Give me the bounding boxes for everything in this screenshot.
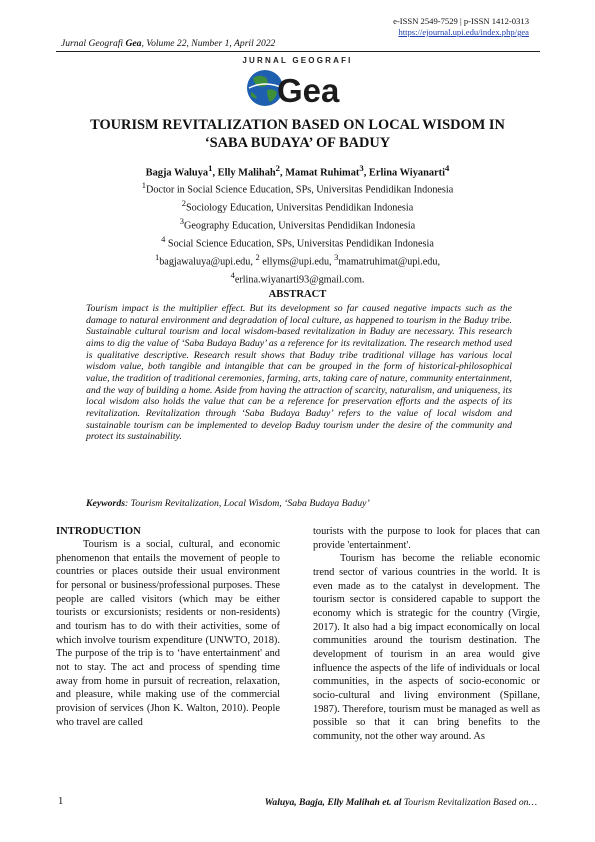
body-paragraph-continued: tourists with the purpose to look for places that can provide 'entertainment'. [313,526,540,551]
left-column [56,525,280,729]
affiliation-superscript: 1 [141,180,146,190]
email-line [40,269,555,287]
affiliation-superscript: 3 [179,215,185,226]
affiliation-line [40,197,555,215]
author-name: Elly Malihah [217,167,276,179]
section-heading: INTRODUCTION [56,526,141,537]
email-superscript: 3 [334,251,339,262]
keywords-text: : Tourism Revitalization, Local Wisdom, ‘Saba Budaya Baduy’ [125,498,370,509]
author-name: Mamat Ruhimat [285,167,360,179]
abstract-heading: ABSTRACT [268,289,327,300]
author-superscript: 3 [359,163,364,173]
affiliation-text: Social Science Education, SPs, Universitas Pendidikan Indonesia [165,238,434,250]
author-separator: , [363,167,369,179]
title-line-1: TOURISM REVITALIZATION BASED ON LOCAL WISDOM IN [90,117,505,133]
keywords-line [86,498,512,509]
title-line-2: ‘SABA BUDAYA’ OF BADUY [204,135,391,151]
affiliation-line [40,215,555,233]
email-superscript: 4 [230,269,235,280]
running-footer [265,797,537,808]
header-divider [56,51,540,52]
affiliation-superscript: 4 [161,233,166,244]
author-separator: , [280,167,286,179]
affiliation-superscript: 2 [181,197,187,208]
affiliation-text: Sociology Education, Universitas Pendidikan Indonesia [186,202,414,214]
author-name: Bagja Waluya [145,167,209,179]
email-address: erlina.wiyanarti93@gmail.com. [234,274,365,286]
email-address: bagjawaluya@upi.edu, [159,256,256,268]
body-paragraph: Tourism has become the reliable economic trend sector of various countries in the world. It is even made as to the catalyst in development. The tourism sector is considered capable to support the economy which is strategic for the country (Virgie, 2017). It also had a big impact economically on local communities around the tourism destination. The development of tourism in an area would give influence the aspects of the life of individuals or local communities, in the aspects of socio-economic or socio-cultural and living environment (Spillane, 1987). Therefore, tourism must be managed as well as possible so that it can bring benefits to the community, not the other way around. As [313,553,540,742]
journal-prefix: Jurnal Geografi [61,38,126,49]
email-superscript: 1 [154,251,160,262]
author-superscript: 2 [275,163,280,173]
author-list [40,163,555,178]
right-column [313,525,540,744]
logo-word: Gea [277,72,340,108]
journal-citation-line [61,38,275,49]
footer-title: Tourism Revitalization Based on… [401,797,537,808]
author-name: Erlina Wiyanarti [368,167,446,179]
email-line [40,251,555,269]
journal-logo [237,56,358,109]
issn-block [393,16,529,38]
affiliation-text: Geography Education, Universitas Pendidikan Indonesia [184,220,416,232]
body-paragraph: Tourism is a social, cultural, and economic phenomenon that entails the movement of people to countries or places outside their usual environment for personal or business/professional purposes. These people are called visitors (which may be either tourists or excursionists; residents or non-residents) and tourism has to do with their activities, some of which involve tourism expenditure (UNWTO, 2018). The purpose of the trip is to ‘have entertainment' and not to stay. The act and process of spending time away from home in pursuit of recreation, relaxation, and pleasure, while making use of the commercial provision of services (Jhon K. Walton, 2010). People who travel are called [56,539,280,728]
affiliations-block [40,179,555,287]
journal-name: Gea [125,38,142,49]
author-separator: , [212,167,218,179]
author-superscript: 4 [445,163,450,173]
footer-authors: Waluya, Bagja, Elly Malihah et. al [264,797,402,808]
author-superscript: 1 [208,163,213,173]
email-superscript: 2 [255,251,260,262]
journal-url-link[interactable]: https://ejournal.upi.edu/index.php/gea [398,27,529,37]
abstract-body: Tourism impact is the multiplier effect. But its development so far caused negative impacts such as the damage to natural environment and degradation of local culture, as happened to tourism in the Baduy tribe. Sustainable cultural tourism and local wisdom-based revitalization in Baduy are necessary. This research aims to dig the value of ‘Saba Budaya Baduy’ as a reference for its revitalization. The research method used is qualitative descriptive. Research result shows that Baduy tribe traditional village has various local wisdom value, both tangible and intangible that can be grouped in the form of historical-philosophical value, the tradition of traditional ceremonies, farming, arts, taking care of nature, community entertainment, and the way of building a home. Aside from having the attraction of scarcity, naturalism, and uniqueness, its local wisdom also holds the value that can be a reference for preservation efforts and the aspects of its revitalization. Revitalization through ‘Saba Budaya Baduy’ refers to the value of local wisdom and sustainable tourism can be implemented to develop Baduy tourism under the desire of the community and protect its sustainability. [86,303,512,443]
paper-title [40,116,555,152]
email-address: ellyms@upi.edu, [259,256,335,268]
journal-suffix: , Volume 22, Number 1, April 2022 [141,38,276,49]
keywords-label: Keywords [86,498,125,509]
email-address: mamatruhimat@upi.edu, [338,256,441,268]
affiliation-line [40,233,555,251]
affiliation-line [40,179,555,197]
issn-line: e-ISSN 2549-7529 | p-ISSN 1412-0313 [393,16,529,26]
globe-logo-icon [243,66,353,108]
logo-top-text: JURNAL GEOGRAFI [242,56,353,65]
page-number: 1 [58,796,64,807]
affiliation-text: Doctor in Social Science Education, SPs, Universitas Pendidikan Indonesia [145,184,454,196]
